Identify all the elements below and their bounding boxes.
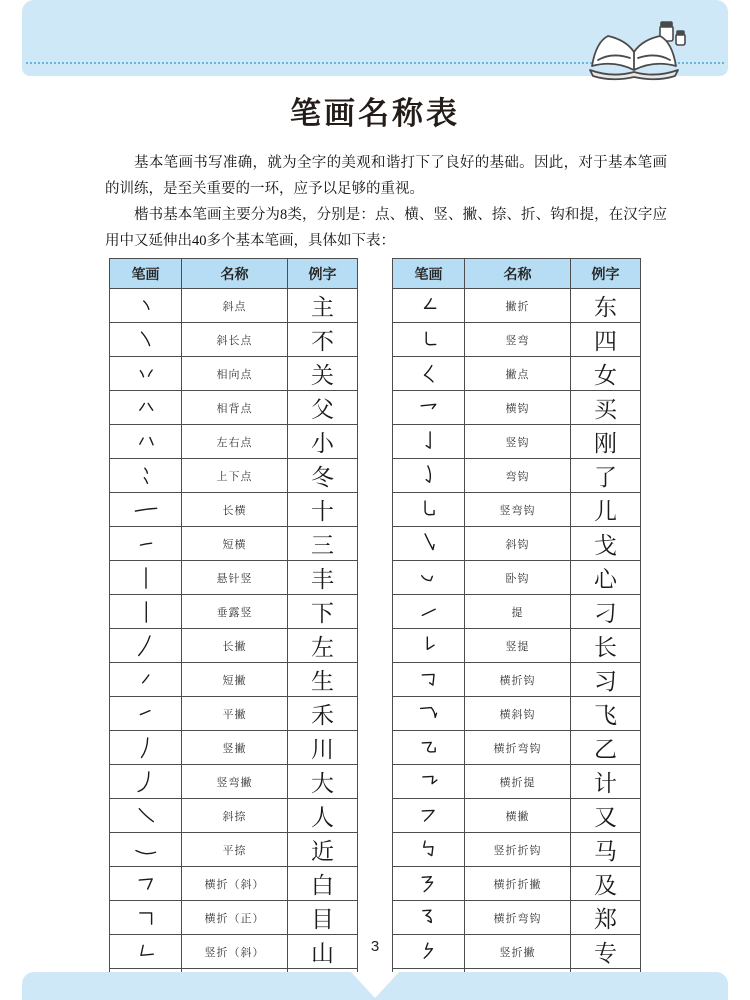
duan-heng-stroke-icon — [110, 527, 182, 561]
shu-pie-stroke-icon — [110, 731, 182, 765]
table-row — [110, 629, 358, 663]
stroke-name: 竖提 — [465, 629, 571, 663]
example-character: 禾 — [288, 697, 358, 731]
table-row — [393, 629, 641, 663]
stroke-name: 长横 — [182, 493, 288, 527]
example-character: 左 — [288, 629, 358, 663]
table-row — [393, 867, 641, 901]
table-row — [110, 833, 358, 867]
stroke-name: 竖折（斜） — [182, 935, 288, 969]
stroke-name: 横撇 — [465, 799, 571, 833]
stroke-name: 提 — [465, 595, 571, 629]
example-character: 不 — [288, 323, 358, 357]
heng-zhe-xie-stroke-icon — [110, 867, 182, 901]
example-character: 女 — [571, 357, 641, 391]
stroke-name: 竖撇 — [182, 731, 288, 765]
stroke-name: 上下点 — [182, 459, 288, 493]
table-row — [393, 425, 641, 459]
example-character: 儿 — [571, 493, 641, 527]
example-character: 计 — [571, 765, 641, 799]
example-character: 买 — [571, 391, 641, 425]
heng-gou-stroke-icon — [393, 391, 465, 425]
example-character: 十 — [288, 493, 358, 527]
table-row — [110, 663, 358, 697]
shu-ti-stroke-icon — [393, 629, 465, 663]
example-character: 刁 — [571, 595, 641, 629]
example-column-header: 例字 — [288, 259, 358, 289]
stroke-table-right — [392, 258, 641, 1000]
top-decorative-band — [22, 0, 728, 76]
table-header-row — [393, 259, 641, 289]
table-row — [110, 425, 358, 459]
table-row — [110, 561, 358, 595]
stroke-name: 横折弯钩 — [465, 901, 571, 935]
stroke-name: 横折折撇 — [465, 867, 571, 901]
ping-pie-stroke-icon — [110, 697, 182, 731]
stroke-name: 横折钩 — [465, 663, 571, 697]
stroke-name: 竖折撇 — [465, 935, 571, 969]
stroke-name: 相向点 — [182, 357, 288, 391]
xiang-bei-dian-stroke-icon — [110, 391, 182, 425]
heng-xie-gou-stroke-icon — [393, 697, 465, 731]
example-character: 专 — [571, 935, 641, 969]
pie-zhe-stroke-icon — [393, 289, 465, 323]
table-row — [110, 799, 358, 833]
example-character: 心 — [571, 561, 641, 595]
table-row — [393, 459, 641, 493]
example-character: 大 — [288, 765, 358, 799]
table-row — [393, 323, 641, 357]
stroke-name: 左右点 — [182, 425, 288, 459]
stroke-name: 竖钩 — [465, 425, 571, 459]
xiang-xiang-dian-stroke-icon — [110, 357, 182, 391]
stroke-name: 斜钩 — [465, 527, 571, 561]
shu-wan-pie-stroke-icon — [110, 765, 182, 799]
stroke-name: 悬针竖 — [182, 561, 288, 595]
example-character: 关 — [288, 357, 358, 391]
chang-pie-stroke-icon — [110, 629, 182, 663]
example-character: 及 — [571, 867, 641, 901]
chui-lu-shu-stroke-icon — [110, 595, 182, 629]
ping-na-stroke-icon — [110, 833, 182, 867]
intro-paragraph-2: 楷书基本笔画主要分为8类，分别是：点、横、竖、撇、捺、折、钩和提，在汉字应用中又延伸出40多个基本笔画，具体如下表： — [105, 207, 667, 249]
shu-gou-stroke-icon — [393, 425, 465, 459]
table-row — [110, 527, 358, 561]
stroke-name: 横折（斜） — [182, 867, 288, 901]
example-character: 飞 — [571, 697, 641, 731]
page-number: 3 — [370, 938, 380, 955]
example-character: 主 — [288, 289, 358, 323]
example-character: 戈 — [571, 527, 641, 561]
example-character: 东 — [571, 289, 641, 323]
stroke-name: 平捺 — [182, 833, 288, 867]
example-character: 习 — [571, 663, 641, 697]
table-row — [110, 901, 358, 935]
stroke-name: 横折（正） — [182, 901, 288, 935]
name-column-header: 名称 — [465, 259, 571, 289]
stroke-name: 短撇 — [182, 663, 288, 697]
xie-dian-stroke-icon — [110, 289, 182, 323]
table-row — [393, 663, 641, 697]
ti-stroke-icon — [393, 595, 465, 629]
name-column-header: 名称 — [182, 259, 288, 289]
stroke-name: 竖折折钩 — [465, 833, 571, 867]
table-row — [110, 459, 358, 493]
heng-zhe-wan-gou-stroke-icon — [393, 731, 465, 765]
example-character: 目 — [288, 901, 358, 935]
heng-zhe-gou-stroke-icon — [393, 663, 465, 697]
example-character: 父 — [288, 391, 358, 425]
example-character: 近 — [288, 833, 358, 867]
example-character: 又 — [571, 799, 641, 833]
table-row — [110, 731, 358, 765]
table-row — [110, 289, 358, 323]
table-row — [393, 799, 641, 833]
table-header-row — [110, 259, 358, 289]
example-character: 丰 — [288, 561, 358, 595]
stroke-name: 斜长点 — [182, 323, 288, 357]
stroke-name: 卧钩 — [465, 561, 571, 595]
zuo-you-dian-stroke-icon — [110, 425, 182, 459]
example-character: 长 — [571, 629, 641, 663]
xie-gou-stroke-icon — [393, 527, 465, 561]
heng-pie-wan-gou-stroke-icon — [393, 901, 465, 935]
stroke-name: 弯钩 — [465, 459, 571, 493]
example-character: 山 — [288, 935, 358, 969]
table-row — [110, 493, 358, 527]
heng-zhe-zhe-pie-stroke-icon — [393, 867, 465, 901]
stroke-name: 平撇 — [182, 697, 288, 731]
table-row — [393, 357, 641, 391]
pie-dian-stroke-icon — [393, 357, 465, 391]
table-row — [393, 289, 641, 323]
stroke-name: 横钩 — [465, 391, 571, 425]
stroke-column-header: 笔画 — [110, 259, 182, 289]
table-row — [110, 765, 358, 799]
stroke-name: 竖弯撇 — [182, 765, 288, 799]
heng-zhe-ti-stroke-icon — [393, 765, 465, 799]
table-row — [393, 697, 641, 731]
table-row — [110, 357, 358, 391]
example-character: 下 — [288, 595, 358, 629]
table-row — [393, 765, 641, 799]
example-character: 郑 — [571, 901, 641, 935]
example-character: 了 — [571, 459, 641, 493]
table-row — [393, 833, 641, 867]
example-character: 白 — [288, 867, 358, 901]
table-row — [110, 323, 358, 357]
shu-wan-stroke-icon — [393, 323, 465, 357]
stroke-name: 长撇 — [182, 629, 288, 663]
bottom-decorative-band — [22, 972, 728, 1000]
example-character: 乙 — [571, 731, 641, 765]
intro-text — [105, 150, 667, 254]
duan-pie-stroke-icon — [110, 663, 182, 697]
stroke-name: 斜点 — [182, 289, 288, 323]
stroke-name: 竖弯钩 — [465, 493, 571, 527]
stroke-name: 短横 — [182, 527, 288, 561]
table-row — [110, 595, 358, 629]
stroke-tables — [0, 258, 750, 1000]
table-row — [110, 867, 358, 901]
example-character: 人 — [288, 799, 358, 833]
stroke-table-left — [109, 258, 358, 1000]
stroke-name: 相背点 — [182, 391, 288, 425]
page-title: 笔画名称表 — [290, 96, 460, 131]
wan-gou-stroke-icon — [393, 459, 465, 493]
table-row — [393, 731, 641, 765]
table-row — [393, 527, 641, 561]
intro-paragraph-1: 基本笔画书写准确，就为全字的美观和谐打下了良好的基础。因此，对于基本笔画的训练，是至关重要的一环，应予以足够的重视。 — [105, 155, 667, 197]
heng-zhe-zheng-stroke-icon — [110, 901, 182, 935]
chang-heng-stroke-icon — [110, 493, 182, 527]
table-row — [110, 697, 358, 731]
open-book-icon — [582, 18, 692, 84]
xuan-zhen-shu-stroke-icon — [110, 561, 182, 595]
example-character: 四 — [571, 323, 641, 357]
shu-wan-gou-stroke-icon — [393, 493, 465, 527]
example-character: 三 — [288, 527, 358, 561]
example-character: 小 — [288, 425, 358, 459]
stroke-name: 斜捺 — [182, 799, 288, 833]
heng-pie-stroke-icon — [393, 799, 465, 833]
example-character: 刚 — [571, 425, 641, 459]
shu-zhe-zhe-gou-stroke-icon — [393, 833, 465, 867]
stroke-name: 垂露竖 — [182, 595, 288, 629]
example-character: 川 — [288, 731, 358, 765]
example-character: 生 — [288, 663, 358, 697]
bottom-band-notch — [351, 972, 399, 998]
table-row — [393, 391, 641, 425]
stroke-name: 横折提 — [465, 765, 571, 799]
example-character: 冬 — [288, 459, 358, 493]
stroke-name: 撇点 — [465, 357, 571, 391]
table-row — [110, 391, 358, 425]
table-row — [393, 901, 641, 935]
stroke-name: 竖弯 — [465, 323, 571, 357]
table-row — [393, 561, 641, 595]
xie-na-stroke-icon — [110, 799, 182, 833]
stroke-name: 横折弯钩 — [465, 731, 571, 765]
stroke-name: 撇折 — [465, 289, 571, 323]
example-character: 马 — [571, 833, 641, 867]
stroke-name: 横斜钩 — [465, 697, 571, 731]
wo-gou-stroke-icon — [393, 561, 465, 595]
table-row — [393, 493, 641, 527]
shang-xia-dian-stroke-icon — [110, 459, 182, 493]
table-row — [393, 595, 641, 629]
stroke-column-header: 笔画 — [393, 259, 465, 289]
xie-chang-dian-stroke-icon — [110, 323, 182, 357]
example-column-header: 例字 — [571, 259, 641, 289]
